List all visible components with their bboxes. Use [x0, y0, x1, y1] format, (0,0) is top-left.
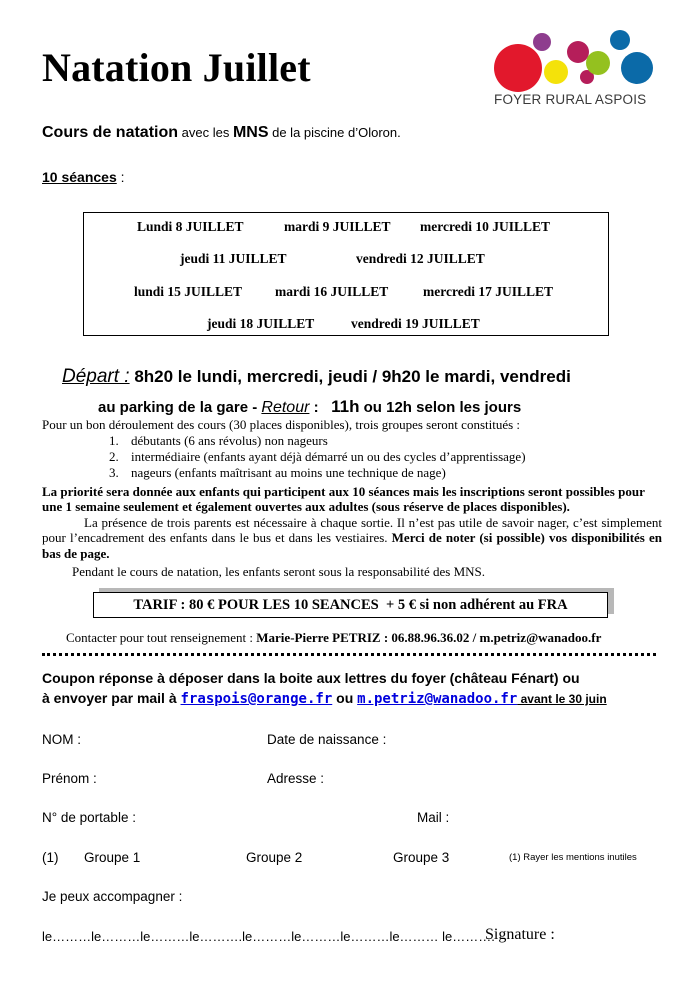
- cut-line: [42, 653, 656, 656]
- group-note: (1) Rayer les mentions inutiles: [509, 852, 637, 863]
- day-item: mercredi 17 JUILLET: [423, 284, 553, 299]
- day-item: jeudi 11 JUILLET: [180, 251, 287, 266]
- contact-label: Contacter pour tout renseignement :: [66, 630, 257, 645]
- coupon-send: à envoyer par mail à: [42, 690, 181, 706]
- list-text: nageurs (enfants maîtrisant au moins une technique de nage): [131, 465, 446, 480]
- responsibility-paragraph: Pendant le cours de natation, les enfants seront sous la responsabilité des MNS.: [72, 564, 486, 579]
- presence-text: La présence de trois parents est nécessaire à chaque sortie. Il n’est pas utile de savoir nager, c’est simplement pour l’encadrement des enfants dans le bus et dans les vestiaires.: [42, 515, 662, 546]
- subtitle-mns: MNS: [232, 124, 269, 141]
- subtitle-pool: de la piscine d’Oloron.: [268, 125, 401, 140]
- list-text: débutants (6 ans révolus) non nageurs: [131, 433, 328, 448]
- signature-label: Signature :: [485, 926, 555, 943]
- group-option-1: Groupe 1: [84, 850, 141, 865]
- page-title: Natation Juillet: [42, 45, 311, 90]
- coupon-deadline: avant le 30 juin: [517, 692, 607, 706]
- day-item: vendredi 19 JUILLET: [351, 316, 480, 331]
- course-subtitle: [42, 124, 401, 142]
- day-item: lundi 15 JUILLET: [134, 284, 243, 299]
- day-item: vendredi 12 JUILLET: [356, 251, 485, 266]
- priority-paragraph: La priorité sera donnée aux enfants qui participent aux 10 séances mais les inscriptions seront possibles pour une 1 semaine seulement et également ouvertes aux adultes (sous réserve de places disponibles).: [42, 484, 645, 515]
- subtitle-course: Cours de natation: [42, 124, 179, 141]
- coupon-line-1: Coupon réponse à déposer dans la boite aux lettres du foyer (château Fénart) ou: [42, 670, 580, 686]
- list-number: 1.: [109, 433, 119, 448]
- return-colon: :: [309, 399, 332, 416]
- availability-line: le………le………le………le……….le………le………le………le……… le……….: [42, 929, 495, 944]
- form-label-mail: Mail :: [417, 810, 450, 825]
- day-item: Lundi 8 JUILLET: [137, 219, 244, 234]
- seances-suffix: :: [116, 169, 125, 185]
- form-label-portable: N° de portable :: [42, 810, 136, 825]
- seances-label: 10 séances: [42, 169, 117, 185]
- subtitle-with: avec les: [178, 125, 233, 140]
- parking-text: au parking de la gare -: [98, 399, 262, 416]
- list-item: [109, 433, 328, 449]
- presence-request: Merci de noter (si possible) vos disponibilités en bas de page.: [42, 530, 662, 561]
- list-number: 3.: [109, 465, 119, 480]
- contact-details: Marie-Pierre PETRIZ : 06.88.96.36.02 / m.petriz@wanadoo.fr: [256, 630, 602, 645]
- form-label-birthdate: Date de naissance :: [267, 732, 387, 747]
- seances-heading: [42, 169, 125, 185]
- form-label-nom: NOM :: [42, 732, 81, 747]
- coupon-or: ou: [332, 690, 358, 706]
- group-option-2: Groupe 2: [246, 850, 303, 865]
- email-link-fraspois[interactable]: fraspois@orange.fr: [180, 691, 333, 707]
- list-text: intermédiaire (enfants ayant déjà démarré un ou des cycles d’apprentissage): [131, 449, 526, 464]
- departure-label: Départ :: [62, 366, 130, 387]
- departure-line: [62, 366, 571, 388]
- tarif-text: TARIF : 80 € POUR LES 10 SEANCES + 5 € si non adhérent au FRA: [133, 596, 568, 613]
- day-item: mardi 16 JUILLET: [275, 284, 389, 299]
- coupon-line-2: [42, 688, 607, 709]
- days-box: [83, 212, 609, 336]
- tarif-box: [93, 592, 608, 618]
- list-number: 2.: [109, 449, 119, 464]
- form-label-accompagner: Je peux accompagner :: [42, 889, 183, 904]
- list-item: [109, 465, 446, 481]
- departure-times: 8h20 le lundi, mercredi, jeudi / 9h20 le mardi, vendredi: [129, 367, 571, 386]
- group-ref: (1): [42, 850, 59, 865]
- contact-line: [66, 630, 601, 646]
- list-item: [109, 449, 526, 465]
- intro-paragraph: Pour un bon déroulement des cours (30 places disponibles), trois groupes seront constitués :: [42, 417, 521, 432]
- return-label: Retour: [261, 399, 310, 416]
- logo-text: FOYER RURAL ASPOIS: [494, 92, 647, 107]
- coupon-instructions: [42, 668, 607, 709]
- return-hours: 11h: [331, 397, 360, 416]
- group-option-3: Groupe 3: [393, 850, 450, 865]
- day-item: mercredi 10 JUILLET: [420, 219, 550, 234]
- day-item: jeudi 18 JUILLET: [207, 316, 315, 331]
- return-note: ou 12h selon les jours: [359, 399, 522, 416]
- parking-line: [98, 397, 521, 417]
- day-item: mardi 9 JUILLET: [284, 219, 391, 234]
- form-label-prenom: Prénom :: [42, 771, 97, 786]
- email-link-petriz[interactable]: m.petriz@wanadoo.fr: [357, 691, 518, 707]
- form-label-adresse: Adresse :: [267, 771, 325, 786]
- presence-paragraph: [42, 515, 662, 561]
